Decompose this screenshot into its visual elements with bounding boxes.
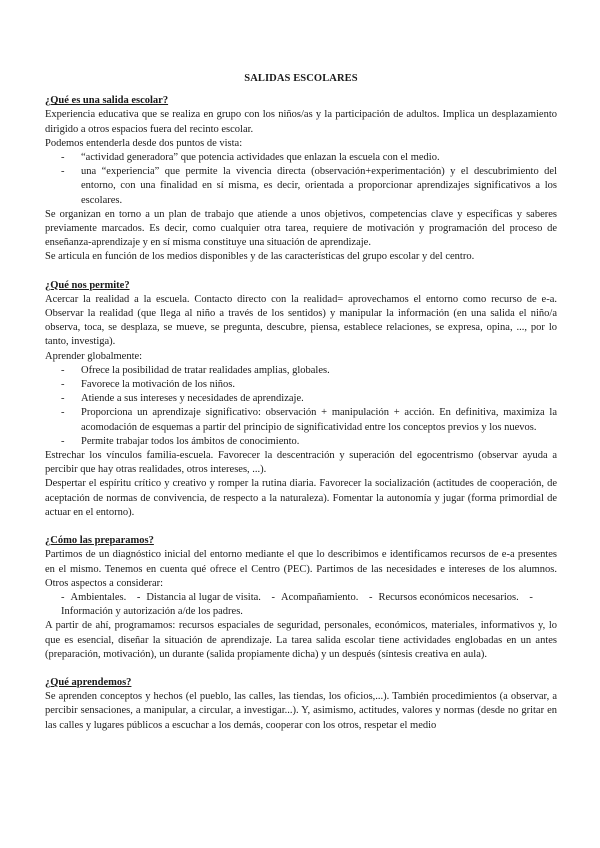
spacer (45, 520, 557, 534)
paragraph: Partimos de un diagnóstico inicial del entorno mediante el que lo describimos e identificamos recursos de e-a presentes en el mismo. Tenemos en cuenta qué ofrece el Centro (PEC). Partimos de las necesidades e intereses de los alumnos. Otros aspectos a considerar: (45, 549, 557, 589)
paragraph: Despertar el espíritu crítico y creativo y romper la rutina diaria. Favorecer la socialización (actitudes de cooperación, de aceptación de normas de convivencia, de respecto a la naturaleza). Fomentar la autonomía y jugar (forma primordial de actuar en el entorno). (45, 478, 557, 518)
aspect-item: Acompañamiento. (281, 591, 359, 603)
paragraph: Aprender globalmente: (45, 350, 143, 362)
bullet-item: - Atiende a sus intereses y necesidades de aprendizaje. (45, 392, 557, 406)
paragraph: Se aprenden conceptos y hechos (el pueblo, las calles, las tiendas, los oficios,...). También procedimientos (a observar, a percibir sensaciones, a manipular, a circular, a investigar...). Y, asimismo, actitudes, valores y normas (desde no gritar en las calles y lugares públicos a escuchar a los demás, cooperar con los otros, respetar el medio (45, 691, 557, 731)
aspect-item: Información y autorización a/de los padres. (61, 606, 243, 618)
section-heading-how-prepare: ¿Cómo las preparamos? (45, 535, 154, 547)
bullet-list (45, 364, 557, 449)
paragraph: Podemos entenderla desde dos puntos de vista: (45, 137, 243, 149)
aspect-item: Ambientales. (70, 591, 127, 603)
section-heading-what-learn: ¿Qué aprendemos? (45, 676, 132, 688)
section-heading-what-allows: ¿Qué nos permite? (45, 279, 130, 291)
bullet-list (45, 151, 557, 208)
bullet-item: - Permite trabajar todos los ámbitos de conocimiento. (45, 435, 557, 449)
section-heading-what-is: ¿Qué es una salida escolar? (45, 95, 169, 107)
paragraph: Experiencia educativa que se realiza en grupo con los niños/as y la participación de adultos. Implica un desplazamiento dirigido a otros espacios fuera del recinto escolar. (45, 109, 557, 135)
document-title: SALIDAS ESCOLARES (244, 73, 358, 84)
paragraph: Se articula en función de los medios disponibles y de las características del grupo escolar y del centro. (45, 251, 475, 263)
document-content (45, 72, 557, 733)
bullet-item: - Ofrece la posibilidad de tratar realidades amplias, globales. (45, 364, 557, 378)
aspect-item: Distancia al lugar de visita. (146, 591, 261, 603)
paragraph: Se organizan en torno a un plan de trabajo que atiende a unos objetivos, competencias clave y específicas y saberes previamente marcados. Es decir, como cualquier otra tarea, requiere de motivación y programación del proceso de enseñanza-aprendizaje y en sí misma constituye una situación de aprendizaje. (45, 208, 557, 249)
bullet-item: - una “experiencia” que permite la vivencia directa (observación+experimentación) y el descubrimiento del entorno, con una finalidad en sí misma, es decir, orientada a proporcionar aprendizajes significativos a los escolares. (45, 165, 557, 208)
paragraph: A partir de ahí, programamos: recursos espaciales de seguridad, personales, económicos, materiales, informativos y, lo que es esencial, diseñar la situación de aprendizaje. La tarea salida escolar tiene actividades englobadas en un antes (preparación, motivación), un durante (salida propiamente dicha) y un después (síntesis creativa en aula). (45, 620, 557, 660)
aspect-item: Recursos económicos necesarios. (378, 591, 519, 603)
paragraph: Estrechar los vínculos familia-escuela. Favorecer la descentración y superación del egocentrismo (observar ayuda a percibir que hay otras realidades, otros intereses, ...). (45, 450, 557, 476)
bullet-item: - Proporciona un aprendizaje significativo: observación + manipulación + acción. En definitiva, maximiza la acomodación de esquemas a partir del principio de significatividad entre los conceptos previos y los nuevos. (45, 406, 557, 434)
bullet-item: - “actividad generadora” que potencia actividades que enlazan la escuela con el medio. (45, 151, 557, 165)
bullet-item: - Favorece la motivación de los niños. (45, 378, 557, 392)
spacer (45, 265, 557, 279)
paragraph: Acercar la realidad a la escuela. Contacto directo con la realidad= aprovechamos el entorno como recurso de e-a. Observar la realidad (que llega al niño a través de los sentidos) y manipular la información (en una salida el niño/a observa, toca, se desplaza, se mueve, se pregunta, descubre, piensa, establece relaciones, se expresa, opina, ..., por lo tanto, investiga). (45, 293, 557, 348)
aspects-list: - Ambientales. - Distancia al lugar de visita. - Acompañamiento. - Recursos económicos necesarios. -Información y autorización a/de los padres. (61, 591, 533, 618)
spacer (45, 662, 557, 676)
